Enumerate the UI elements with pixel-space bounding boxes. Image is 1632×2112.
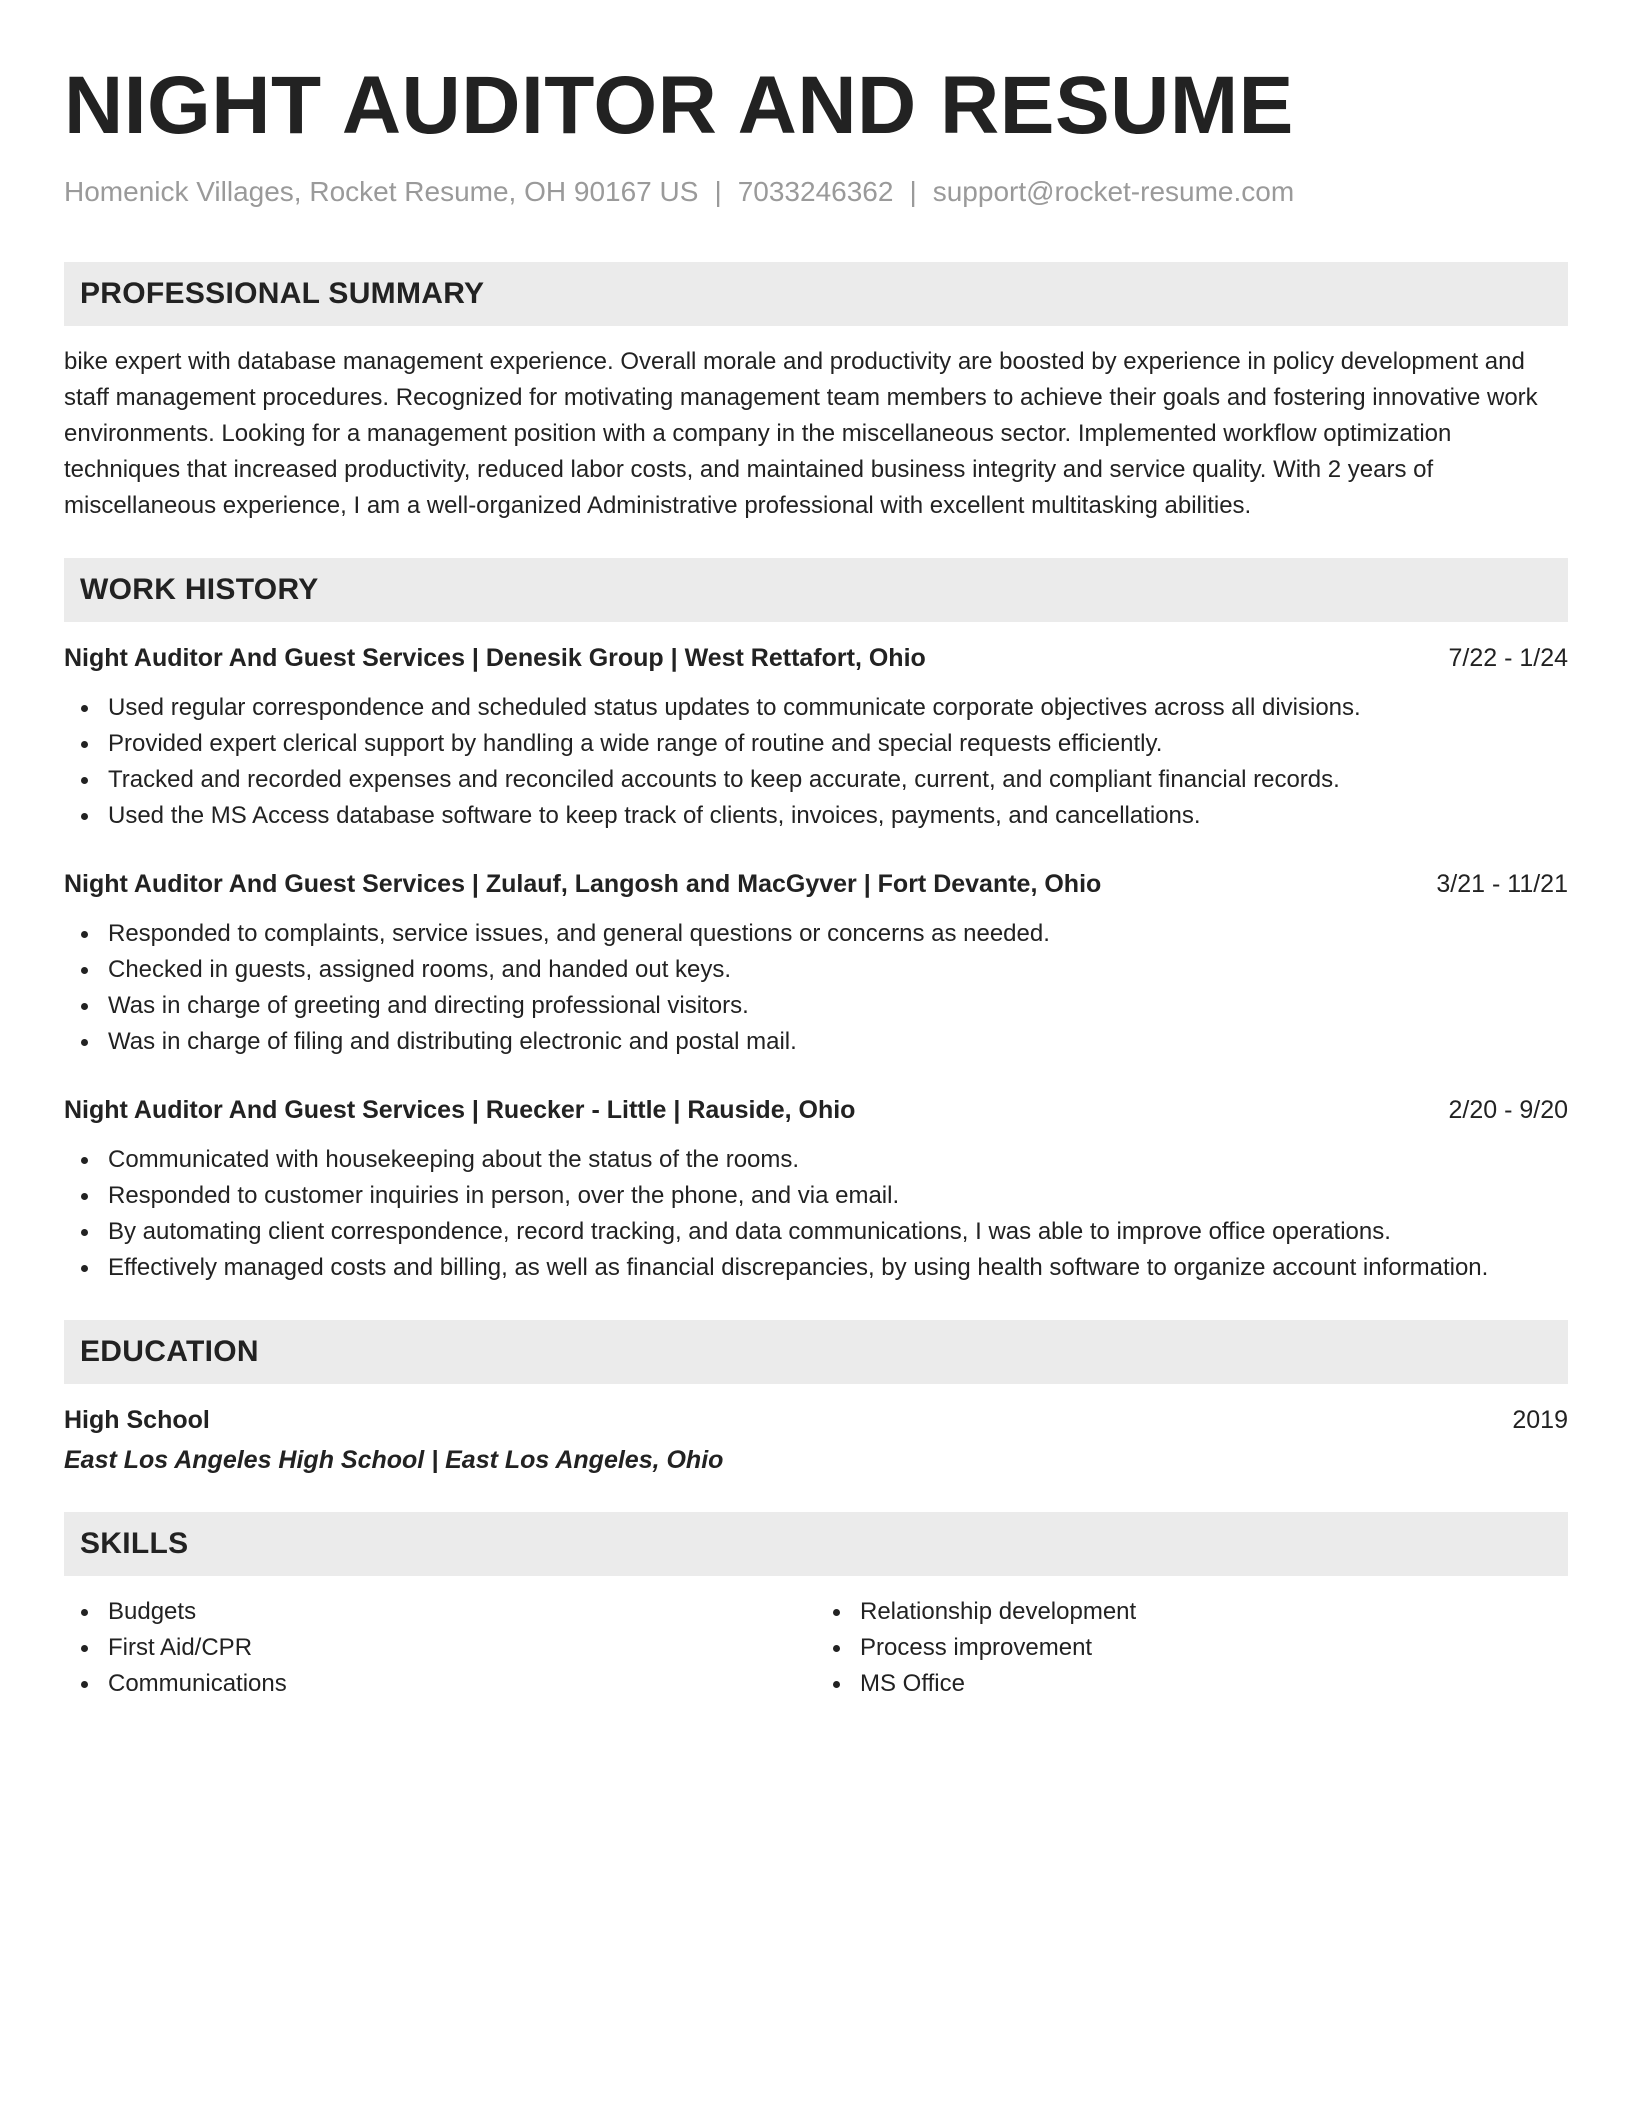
skills-list [816,1594,1568,1702]
education-year: 2019 [1512,1406,1568,1434]
list-item: Budgets [64,1594,816,1630]
list-item: Used the MS Access database software to keep track of clients, invoices, payments, and cancellations. [64,798,1568,834]
job-entry [64,866,1568,1060]
contact-separator: | [714,176,722,207]
list-item: Provided expert clerical support by handling a wide range of routine and special requests efficiently. [64,726,1568,762]
list-item: By automating client correspondence, record tracking, and data communications, I was able to improve office operations. [64,1214,1568,1250]
list-item: Used regular correspondence and scheduled status updates to communicate corporate objectives across all divisions. [64,690,1568,726]
job-dates: 2/20 - 9/20 [1448,1096,1568,1124]
education-school: East Los Angeles High School | East Los Angeles, Ohio [64,1446,724,1474]
list-item: Effectively managed costs and billing, as well as financial discrepancies, by using health software to organize account information. [64,1250,1568,1286]
list-item: Relationship development [816,1594,1568,1630]
job-title: Night Auditor And Guest Services | Zulauf, Langosh and MacGyver | Fort Devante, Ohio [64,870,1102,898]
candidate-name: NIGHT AUDITOR AND RESUME [64,60,1294,151]
job-bullets [64,690,1568,834]
section-header-education: EDUCATION [64,1320,1568,1384]
job-bullets [64,916,1568,1060]
education-degree: High School [64,1406,210,1434]
job-title: Night Auditor And Guest Services | Ruecker - Little | Rauside, Ohio [64,1096,856,1124]
section-header-skills: SKILLS [64,1512,1568,1576]
list-item: Checked in guests, assigned rooms, and handed out keys. [64,952,1568,988]
job-dates: 3/21 - 11/21 [1436,870,1568,898]
list-item: Responded to complaints, service issues, and general questions or concerns as needed. [64,916,1568,952]
section-header-work-history: WORK HISTORY [64,558,1568,622]
contact-separator: | [909,176,917,207]
list-item: Communications [64,1666,816,1702]
list-item: Responded to customer inquiries in person, over the phone, and via email. [64,1178,1568,1214]
job-bullets [64,1142,1568,1286]
list-item: Communicated with housekeeping about the status of the rooms. [64,1142,1568,1178]
job-title: Night Auditor And Guest Services | Denesik Group | West Rettafort, Ohio [64,644,926,672]
list-item: Was in charge of greeting and directing professional visitors. [64,988,1568,1024]
section-header-summary: PROFESSIONAL SUMMARY [64,262,1568,326]
list-item: Was in charge of filing and distributing electronic and postal mail. [64,1024,1568,1060]
list-item: Process improvement [816,1630,1568,1666]
contact-line [64,174,1568,210]
job-entry [64,1092,1568,1286]
job-header [64,866,1568,902]
job-dates: 7/22 - 1/24 [1448,644,1568,672]
phone: 7033246362 [737,176,894,207]
email: support@rocket-resume.com [932,176,1295,207]
skills-column-left [64,1594,816,1702]
address: Homenick Villages, Rocket Resume, OH 90167 US [64,176,699,207]
job-header [64,640,1568,676]
skills-list [64,1594,816,1702]
job-header [64,1092,1568,1128]
skills-grid [64,1594,1568,1702]
list-item: MS Office [816,1666,1568,1702]
summary-text: bike expert with database management experience. Overall morale and productivity are boosted by experience in policy development and staff management procedures. Recognized for motivating management team members to achieve their goals and fostering innovative work environments. Looking for a management position with a company in the miscellaneous sector. Implemented workflow optimization techniques that increased productivity, reduced labor costs, and maintained business integrity and service quality. With 2 years of miscellaneous experience, I am a well-organized Administrative professional with excellent multitasking abilities. [64,348,1538,519]
skills-column-right [816,1594,1568,1702]
list-item: First Aid/CPR [64,1630,816,1666]
job-entry [64,640,1568,834]
education-header [64,1402,1568,1438]
list-item: Tracked and recorded expenses and reconciled accounts to keep accurate, current, and compliant financial records. [64,762,1568,798]
